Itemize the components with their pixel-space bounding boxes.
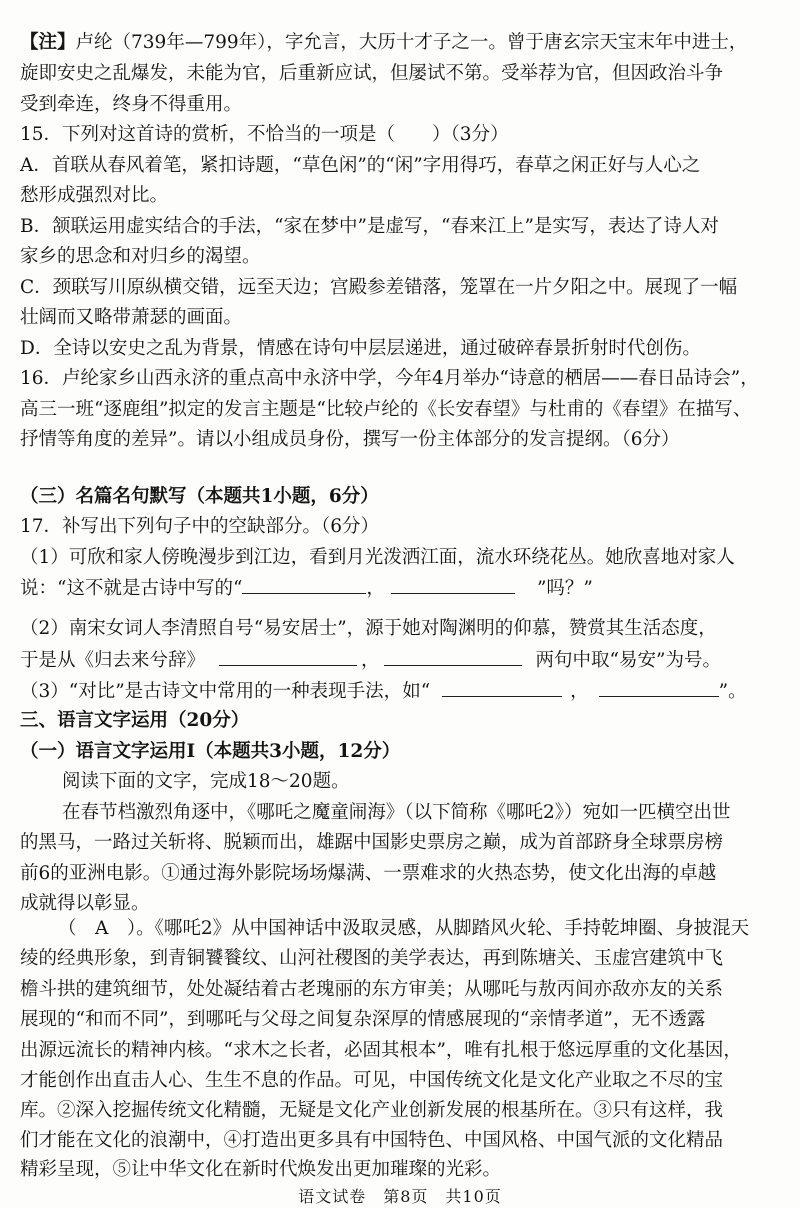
- answer-blank-2[interactable]: [391, 575, 515, 594]
- question-15-stem: 15．下列对这首诗的赏析，不恰当的一项是（ ）（3分）: [20, 124, 509, 145]
- item-2-line-2: 于是从《归去来兮辞》 ， 两句中取“易安”为号。: [20, 647, 786, 675]
- passage-p1-line-4: 成就得以彰显。: [20, 893, 150, 914]
- answer-blank-6[interactable]: [599, 678, 719, 697]
- answer-blank-1[interactable]: [242, 575, 366, 594]
- passage-p1-line-3: 前6的亚洲电影。①通过海外影院场场爆满、一票难求的火热态势，使文化出海的卓越: [20, 863, 717, 884]
- passage-p2-line-7: 库。②深入挖掘传统文化精髓，无疑是文化产业创新发展的根基所在。③只有这样，我: [20, 1100, 724, 1121]
- passage-p2-line-4: 展现的“和而不同”，到哪吒与父母之间复杂深厚的情感展现的“亲情孝道”，无不透露: [20, 1009, 706, 1030]
- note-label: 【注】: [20, 32, 76, 53]
- page-footer: 语文试卷 第8页 共10页: [298, 1187, 502, 1206]
- question-16-line-2: 高三一班“逐鹿组”拟定的发言主题是“比较卢纶的《长安春望》与杜甫的《春望》在描写、: [20, 399, 752, 420]
- passage-p1-line-2: 的黑马，一路过关斩将、脱颖而出，雄踞中国影史票房之巅，成为首部跻身全球票房榜: [20, 832, 724, 853]
- passage-p2-line-1: （ A ）。《哪吒2》从中国神话中汲取灵感，从脚踏风火轮、手持乾坤圈、身披混天: [58, 918, 750, 939]
- part-3-heading: 三、语言文字运用（20分）: [20, 710, 250, 731]
- note-line-3: 受到牵连，终身不得重用。: [20, 94, 243, 115]
- passage-p1-line-1: 在春节档激烈角逐中，《哪吒之魔童闹海》（以下简称《哪吒2》）宛如一匹横空出世: [62, 802, 731, 823]
- note-line-2: 旋即安史之乱爆发，未能为官，后重新应试，但屡试不第。受举荐为官，但因政治斗争: [20, 63, 724, 84]
- answer-blank-3[interactable]: [219, 647, 357, 666]
- passage-p2-line-6: 才能创作出直击人心、生生不息的作品。可见，中国传统文化是文化产业取之不尽的宝: [20, 1070, 724, 1091]
- passage-p2-line-3: 檐斗拱的建筑细节，处处凝结着古老瑰丽的东方审美；从哪吒与敖丙间亦敌亦友的关系: [20, 979, 724, 1000]
- subsection-1-heading: （一）语言文字运用Ⅰ（本题共3小题，12分）: [20, 741, 401, 762]
- answer-blank-4[interactable]: [384, 647, 522, 666]
- item-3: （3）“对比”是古诗文中常用的一种表现手法，如“ ， ”。: [20, 678, 786, 706]
- reading-instruction: 阅读下面的文字，完成18～20题。: [62, 771, 350, 792]
- passage-p2-line-8: 们才能在文化的浪潮中，④打造出更多具有中国特色、中国风格、中国气派的文化精品: [20, 1130, 724, 1151]
- option-c-line-2: 壮阔而又略带萧瑟的画面。: [20, 307, 243, 328]
- question-16-line-1: 16．卢纶家乡山西永济的重点高中永济中学，今年4月举办“诗意的栖居——春日品诗会”，: [20, 368, 759, 389]
- question-17-stem: 17．补写出下列句子中的空缺部分。（6分）: [20, 516, 380, 537]
- option-c-line-1: C．颈联写川原纵横交错，远至天边；宫殿参差错落，笼罩在一片夕阳之中。展现了一幅: [20, 277, 738, 298]
- option-a-line-2: 愁形成强烈对比。: [20, 185, 169, 206]
- passage-p2-line-2: 绫的经典形象，到青铜饕餮纹、山河社稷图的美学表达，再到陈塘关、玉虚宫建筑中飞: [20, 948, 724, 969]
- item-1-line-1: （1）可欣和家人傍晚漫步到江边，看到月光泼洒江面，流水环绕花丛。她欣喜地对家人: [20, 547, 735, 568]
- option-a-line-1: A．首联从春风着笔，紧扣诗题，“草色闲”的“闲”字用得巧，春草之闲正好与人心之: [20, 155, 701, 176]
- question-16-line-3: 抒情等角度的差异”。请以小组成员身份，撰写一份主体部分的发言提纲。（6分）: [20, 429, 680, 450]
- option-b-line-2: 家乡的思念和对归乡的渴望。: [20, 246, 261, 267]
- passage-p2-line-9: 精彩呈现，⑤让中华文化在新时代焕发出更加璀璨的光彩。: [20, 1159, 502, 1180]
- passage-p2-line-5: 出源远流长的精神内核。“求木之长者，必固其根本”，唯有扎根于悠远厚重的文化基因，: [20, 1040, 742, 1061]
- item-1-line-2: 说：“这不就是古诗中写的“ ， ”吗？”: [20, 575, 786, 603]
- answer-blank-5[interactable]: [442, 678, 562, 697]
- section-3-heading: （三）名篇名句默写（本题共1小题，6分）: [20, 486, 379, 507]
- note-line-1: 【注】卢纶（739年—799年），字允言，大历十才子之一。曾于唐玄宗天宝末年中进士，: [20, 32, 748, 53]
- option-b-line-1: B．颔联运用虚实结合的手法，“家在梦中”是虚写，“春来江上”是实写，表达了诗人对: [20, 216, 719, 237]
- item-2-line-1: （2）南宋女词人李清照自号“易安居士”，源于她对陶渊明的仰慕，赞赏其生活态度，: [20, 618, 717, 639]
- option-d: D．全诗以安史之乱为背景，情感在诗句中层层递进，通过破碎春景折射时代创伤。: [20, 338, 701, 359]
